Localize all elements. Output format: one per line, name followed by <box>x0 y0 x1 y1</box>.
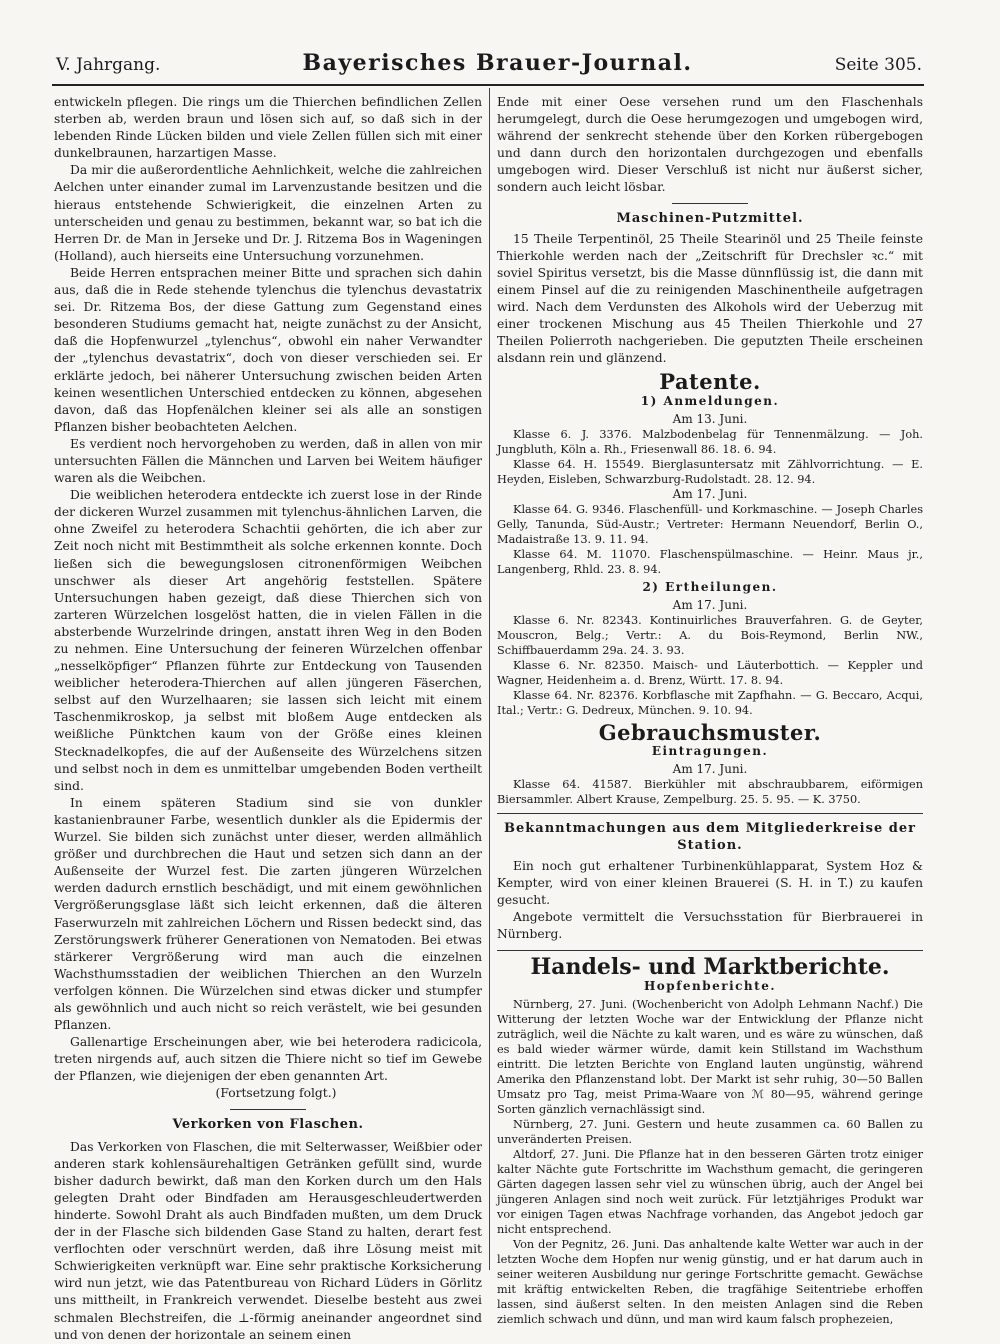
market-report: Altdorf, 27. Juni. Die Pflanze hat in den besseren Gärten trotz einiger kalter Nächte gute Fortschritte im Wachsthum gemacht, die geringeren Gärten dagegen lassen sehr viel zu wünschen übrig, auch der Angel bei jüngeren Anlagen sind noch weit zurück. Für letztjähriges Produkt war vor einigen Tagen etwas Nachfrage vorhanden, das Angebot jedoch gar nicht entsprechend. <box>497 1147 923 1236</box>
date-line: Am 17. Juni. <box>672 597 748 612</box>
subheading: 2) Ertheilungen. <box>642 579 778 594</box>
paragraph: Gallenartige Erscheinungen aber, wie bei heterodera radicicola, treten nirgends auf, auch sitzen die Thiere nicht so tief im Gewebe der Pflanzen, wie diejenigen der eben genannten Art. <box>54 1035 482 1084</box>
patent-entry: Klasse 6. Nr. 82343. Kontinuirliches Brauverfahren. G. de Geyter, Mouscron, Belg.; Vertr.: A. du Bois-Reymond, Berlin NW., Schiffbauerdamm 29a. 24. 3. 93. <box>497 613 923 657</box>
section-rule <box>497 813 923 814</box>
market-report: Nürnberg, 27. Juni. (Wochenbericht von Adolph Lehmann Nachf.) Die Witterung der letzten Woche war der Entwicklung der Pflanze nicht zuträglich, weil die Nächte zu kalt waren, und es wäre zu wünschen, daß es bald wieder wärmer würde, damit kein Stillstand im Wachsthum eintritt. Die letzten Berichte von England lauten ungünstig, während Amerika den Pflanzenstand lobt. Der Markt ist sehr ruhig, 30—50 Ballen Umsatz pro Tag, meist Prima-Waare von ℳ 80—95, während geringe Sorten gänzlich vernachlässigt sind. <box>497 997 923 1116</box>
left-column <box>54 94 482 1342</box>
section-rule <box>497 950 923 951</box>
volume-label: V. Jahrgang. <box>56 55 161 75</box>
subheading: Eintragungen. <box>651 743 769 758</box>
paragraph: In einem späteren Stadium sind sie von dunkler kastanienbrauner Farbe, wesentlich dunkler als die Epidermis der Wurzel. Sie bilden sich zunächst unter dieser, werden allmählich größer und durchbrechen die Haut und setzen sich dann an der Außenseite der Wurzel fest. Die zarten jüngeren Würzelchen werden dadurch ernstlich beschädigt, und mit einem gewöhnlichen Vergrößerungsglase läßt sich leicht erkennen, daß die älteren Faserwurzeln mit zahlreichen Löchern und Rissen bedeckt sind, das Zerstörungswerk früherer Generationen von Nematoden. Bei etwas stärkerer Vergrößerung wird man auch die einzelnen Wachsthumsstadien der weiblichen Thierchen an den Wurzeln verfolgen können. Die Würzelchen sind etwas dicker und stumpfer als gewöhnlich und auch nicht so reich verästelt, wie bei gesunden Pflanzen. <box>54 795 482 1033</box>
paragraph: Angebote vermittelt die Versuchsstation für Bierbrauerei in Nürnberg. <box>497 910 923 942</box>
section-heading-handel: Handels- und Marktberichte. <box>530 953 890 980</box>
column-divider <box>489 88 490 1270</box>
right-column <box>497 94 923 1326</box>
paragraph: Da mir die außerordentliche Aehnlichkeit, welche die zahlreichen Aelchen unter einander zumal im Larvenzustande besitzen und die hieraus entstehende Schwierigkeit, die einzelnen Arten zu unterscheiden und genau zu bestimmen, bekannt war, so bat ich die Herren Dr. de Man in Jerseke und Dr. J. Ritzema Bos in Wageningen (Holland), auch hierseits eine Untersuchung vorzunehmen. <box>54 163 482 263</box>
subheading: Hopfenberichte. <box>643 978 777 993</box>
market-report: Von der Pegnitz, 26. Juni. Das anhaltende kalte Wetter war auch in der letzten Woche dem Hopfen nur wenig günstig, und er hat darum auch in seiner weiteren Ausbildung nur geringe Fortschritte gemacht. Gewächse mit kräftig entwickelten Reben, die tragfähige Seitentriebe erhoffen lassen, sind äußerst selten. In den meisten Anlagen sind die Reben ziemlich schwach und dünn, und man wird kaum falsch prophezeien, <box>497 1237 923 1326</box>
section-heading-patente: Patente. <box>659 369 761 395</box>
subheading: 1) Anmeldungen. <box>640 393 780 408</box>
article-heading: Verkorken von Flaschen. <box>172 1116 364 1132</box>
paragraph: entwickeln pflegen. Die rings um die Thierchen befindlichen Zellen sterben ab, werden braun und lösen sich auf, so daß sich in der lebenden Rinde Lücken bilden und viele Zellen füllen sich mit einer dunkelbraunen, harzartigen Masse. <box>54 95 482 161</box>
header-rule <box>52 84 924 86</box>
article-heading: Maschinen-Putzmittel. <box>616 210 804 226</box>
paragraph: Die weiblichen heterodera entdeckte ich zuerst lose in der Rinde der dickeren Wurzel zusammen mit tylenchus-ähnlichen Larven, die ohne Zweifel zu heterodera Schachtii gehörten, die ich aber zur Zeit noch nicht mit Bestimmtheit als solche erkennen konnte. Doch ließen sich die bewegungslosen citronenförmigen Weibchen unschwer als dieser Art angehörig feststellen. Spätere Untersuchungen haben gezeigt, daß diese Thierchen sich von zarteren Würzelchen losgelöst hatten, die in vielen Fällen in die absterbende Wurzelrinde dringen, anstatt ihren Weg in den Boden zu nehmen. Eine Untersuchung der feineren Würzelchen offenbar „nesselköpfiger“ Pflanzen führte zur Entdeckung von Tausenden weiblicher heterodera-Thierchen auf allen jüngeren Fäserchen, selbst auf den Wurzelhaaren; sie lassen sich leicht mit einem Taschenmikroskop, ja selbst mit bloßem Auge entdecken als weißliche Pünktchen kaum von der Größe eines kleinen Stecknadelkopfes, die auf der Außenseite des Würzelchens sitzen und selbst noch in dem es unmittelbar umgebenden Boden vertheilt sind. <box>54 488 482 793</box>
continuation-note: (Fortsetzung folgt.) <box>215 1086 337 1101</box>
section-heading-gebrauchsmuster: Gebrauchsmuster. <box>598 719 822 745</box>
date-line: Am 17. Juni. <box>672 761 748 776</box>
date-line: Am 17. Juni. <box>672 486 748 501</box>
date-line: Am 13. Juni. <box>672 411 748 426</box>
patent-entry: Klasse 64. H. 15549. Bierglasuntersatz mit Zählvorrichtung. — E. Heyden, Eisleben, Schwarzburg-Rudolstadt. 28. 12. 94. <box>497 457 923 486</box>
page-header <box>56 50 922 80</box>
paragraph: Beide Herren entsprachen meiner Bitte und sprachen sich dahin aus, daß die in Rede stehende tylenchus die tylenchus devastatrix sei. Dr. Ritzema Bos, der diese Gattung zum Gegenstand eines besonderen Studiums gemacht hat, neigte zunächst zu der Ansicht, daß die Hopfenwurzel „tylenchus“, obwohl ein naher Verwandter der „tylenchus devastatrix“, doch von dieser verschieden sei. Er erklärte jedoch, bei näherer Untersuchung zwischen beiden Arten keinen wesentlichen Unterschied entdecken zu können, abgesehen davon, daß das Hopfenälchen kleiner sei als alle an sonstigen Pflanzen bisher beobachteten Aelchen. <box>54 265 482 434</box>
market-report: Nürnberg, 27. Juni. Gestern und heute zusammen ca. 60 Ballen zu unveränderten Preisen. <box>497 1117 923 1146</box>
journal-title: Bayerisches Brauer-Journal. <box>302 50 693 76</box>
page-number: Seite 305. <box>834 55 922 75</box>
paragraph: Es verdient noch hervorgehoben zu werden, daß in allen von mir untersuchten Fällen die Männchen und Larven bei Weitem häufiger waren als die Weibchen. <box>54 436 482 486</box>
paragraph: 15 Theile Terpentinöl, 25 Theile Stearinöl und 25 Theile feinste Thierkohle werden nach der „Zeitschrift für Drechsler ꝛc.“ mit soviel Spiritus versetzt, bis die Masse dünnflüssig ist, die dann mit einem Pinsel auf die zu reinigenden Maschinentheile aufgetragen wird. Nach dem Verdunsten des Alkohols wird der Ueberzug mit einer trockenen Mischung aus 45 Theilen Thierkohle und 27 Theilen Polierroth nachgerieben. Die geputzten Theile erscheinen alsdann rein und glänzend. <box>497 231 923 366</box>
patent-entry: Klasse 64. Nr. 82376. Korbflasche mit Zapfhahn. — G. Beccaro, Acqui, Ital.; Vertr.: G. Dedreux, München. 9. 10. 94. <box>497 688 923 717</box>
paragraph: Das Verkorken von Flaschen, die mit Selterwasser, Weißbier oder anderen stark kohlensäurehaltigen Getränken gefüllt sind, wurde bisher dadurch bewirkt, daß man den Korken durch um den Hals gelegten Draht oder Bindfaden am Herausgeschleudertwerden hinderte. Sowohl Draht als auch Bindfaden mußten, um dem Druck der in der Flasche sich bildenden Gase Stand zu halten, derart fest verflochten oder verschnürt werden, daß ihre Lösung meist mit Schwierigkeiten verknüpft war. Eine sehr praktische Korksicherung wird nun jetzt, wie das Patentbureau von Richard Lüders in Görlitz uns mittheilt, in Frankreich verwendet. Dieselbe besteht aus zwei schmalen Blechstreifen, die ⊥-förmig aneinander angeordnet sind und von denen der horizontale an seinem einen <box>54 1139 482 1342</box>
patent-entry: Klasse 6. Nr. 82350. Maisch- und Läuterbottich. — Keppler und Wagner, Heidenheim a. d. Brenz, Württ. 17. 8. 94. <box>497 658 923 687</box>
patent-entry: Klasse 64. M. 11070. Flaschenspülmaschine. — Heinr. Maus jr., Langenberg, Rhld. 23. 8. 94. <box>497 547 923 576</box>
paragraph: Ein noch gut erhaltener Turbinenkühlapparat, System Hoz & Kempter, wird von einer kleinen Brauerei (S. H. in T.) zu kaufen gesucht. <box>497 859 923 908</box>
section-rule <box>230 1109 306 1110</box>
announcement-heading: Bekanntmachungen aus dem Mitgliederkreise der Station. <box>504 820 916 853</box>
paragraph: Ende mit einer Oese versehen rund um den Flaschenhals herumgelegt, durch die Oese herumgezogen und umgebogen wird, während der senkrecht stehende über den Korken rübergebogen und dann durch den horizontalen durchgezogen und ebenfalls umgebogen wird. Dieser Verschluß ist nicht nur äußerst sicher, sondern auch leicht lösbar. <box>497 95 923 195</box>
patent-entry: Klasse 64. G. 9346. Flaschenfüll- und Korkmaschine. — Joseph Charles Gelly, Tanunda, Süd-Austr.; Vertreter: Hermann Neuendorf, Berlin O., Madaistraße 13. 9. 11. 94. <box>497 502 923 546</box>
patent-entry: Klasse 6. J. 3376. Malzbodenbelag für Tennenmälzung. — Joh. Jungbluth, Köln a. Rh., Friesenwall 86. 18. 6. 94. <box>497 427 923 456</box>
section-rule <box>672 203 748 204</box>
patent-entry: Klasse 64. 41587. Bierkühler mit abschraubbarem, eiförmigen Biersammler. Albert Krause, Zempelburg. 25. 5. 95. — K. 3750. <box>497 777 923 806</box>
